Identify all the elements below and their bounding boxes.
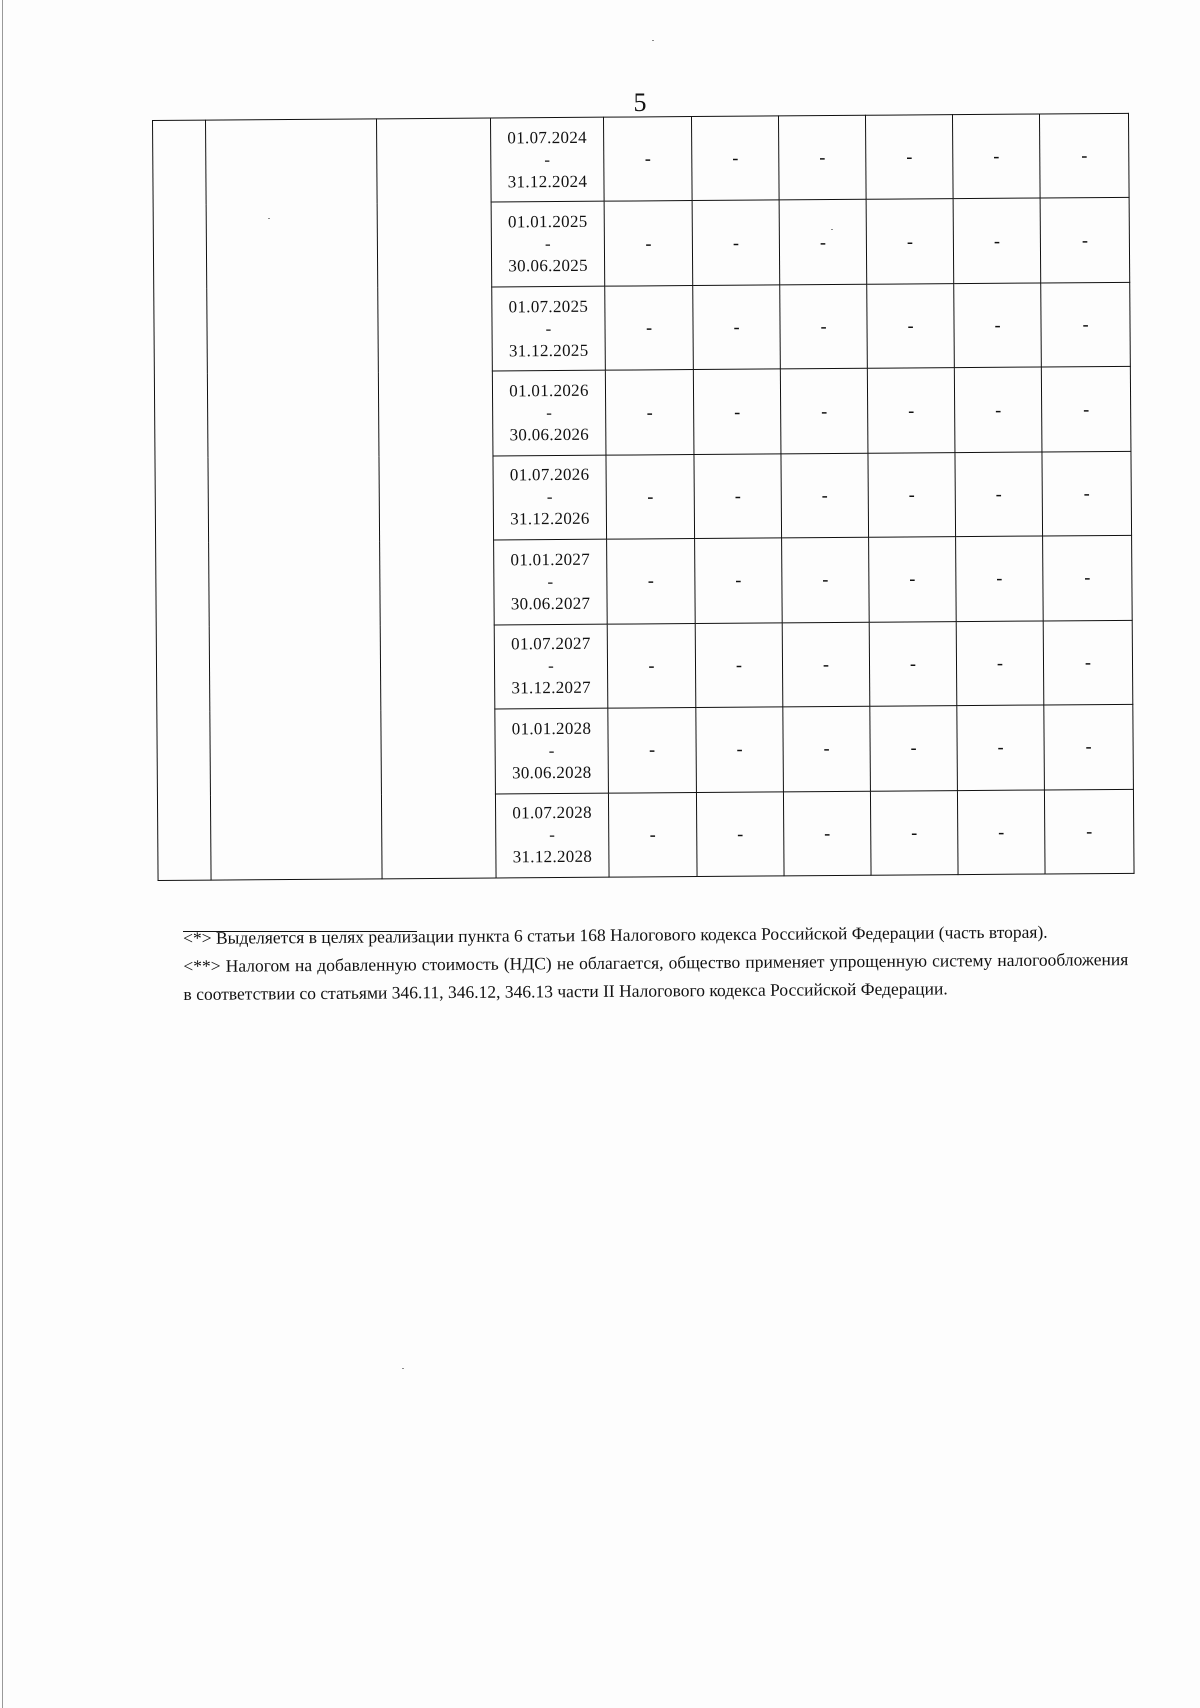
period-sep: - <box>546 403 553 423</box>
value-cell: - <box>780 369 868 454</box>
value-cell: - <box>783 791 871 876</box>
number-column-cell <box>153 120 212 880</box>
value-cell: - <box>1043 620 1133 705</box>
page-edge <box>2 0 3 1708</box>
value-cell: - <box>1042 451 1132 536</box>
table-row <box>153 113 1130 205</box>
value-cell: - <box>607 623 696 708</box>
period-start: 01.01.2025 <box>507 211 588 232</box>
value-cell: - <box>952 114 1040 199</box>
value-cell: - <box>694 454 782 539</box>
value-cell: - <box>867 368 955 453</box>
period-cell <box>490 117 604 202</box>
value-cell: - <box>695 538 783 623</box>
value-cell: - <box>1041 282 1131 367</box>
indicator-column-cell <box>376 118 496 879</box>
schedule-table-wrapper <box>152 113 1134 880</box>
value-cell: - <box>607 539 696 624</box>
period-start: 01.07.2024 <box>507 127 587 148</box>
period-sep: - <box>544 234 551 254</box>
value-cell: - <box>956 621 1044 706</box>
period-end: 31.12.2028 <box>512 847 593 867</box>
value-cell: - <box>608 708 697 793</box>
value-cell: - <box>1040 198 1130 283</box>
value-cell: - <box>1044 704 1134 789</box>
period-end: 30.06.2027 <box>510 593 591 614</box>
value-cell: - <box>870 706 958 791</box>
value-cell: - <box>604 201 693 286</box>
value-cell: - <box>957 705 1045 790</box>
schedule-table <box>152 113 1135 881</box>
value-cell: - <box>696 791 784 876</box>
period-start: 01.01.2028 <box>511 718 592 739</box>
value-cell: - <box>780 284 868 369</box>
period-start: 01.01.2026 <box>509 380 589 401</box>
value-cell: - <box>783 706 871 791</box>
value-cell: - <box>869 621 957 706</box>
period-cell <box>491 202 605 287</box>
value-cell: - <box>696 707 784 792</box>
footnotes <box>183 917 1129 1008</box>
period-cell <box>495 708 609 793</box>
period-sep: - <box>549 825 556 845</box>
period-end: 30.06.2025 <box>508 255 588 276</box>
period-start: 01.07.2028 <box>512 803 592 823</box>
value-cell: - <box>954 367 1042 452</box>
value-cell: - <box>692 200 780 285</box>
value-cell: - <box>605 370 694 455</box>
period-sep: - <box>546 487 553 507</box>
footnote-2: <**> Налогом на добавленную стоимость (НДС) не облагается, общество применяет упрощенную систему налогообложения в соответствии со статьями 346.11, 346.12, 346.13 части II Налогового кодекса Российской Федерации. <box>183 949 1129 1004</box>
period-end: 30.06.2028 <box>511 762 592 783</box>
value-cell: - <box>870 790 958 875</box>
value-cell: - <box>781 453 869 538</box>
period-cell <box>492 370 606 455</box>
period-start: 01.07.2025 <box>508 296 589 316</box>
period-end: 31.12.2027 <box>511 678 591 698</box>
scan-speck <box>831 229 833 230</box>
period-cell <box>495 793 609 878</box>
value-cell: - <box>693 285 781 370</box>
value-cell: - <box>693 369 781 454</box>
value-cell: - <box>865 115 953 200</box>
value-cell: - <box>954 283 1042 368</box>
period-start: 01.01.2027 <box>510 549 591 570</box>
value-cell: - <box>868 452 956 537</box>
scan-speck <box>652 40 654 41</box>
period-end: 31.12.2024 <box>507 171 588 192</box>
value-cell: - <box>1044 789 1134 874</box>
period-cell <box>493 455 607 540</box>
value-cell: - <box>782 622 870 707</box>
period-sep: - <box>548 740 555 760</box>
period-sep: - <box>544 149 551 169</box>
value-cell: - <box>782 537 870 622</box>
value-cell: - <box>955 452 1043 537</box>
period-start: 01.07.2027 <box>511 634 591 654</box>
value-cell: - <box>866 199 954 284</box>
value-cell: - <box>695 623 783 708</box>
value-cell: - <box>603 117 692 202</box>
page-number: 5 <box>633 88 647 117</box>
value-cell: - <box>957 789 1045 874</box>
period-sep: - <box>547 656 555 676</box>
value-cell: - <box>956 536 1044 621</box>
value-cell: - <box>778 115 866 200</box>
period-sep: - <box>545 318 552 338</box>
scan-speck <box>268 218 270 219</box>
value-cell: - <box>1043 536 1133 621</box>
value-cell: - <box>1041 367 1131 452</box>
period-cell <box>494 539 608 624</box>
period-cell <box>494 624 608 709</box>
period-cell <box>492 286 606 371</box>
period-end: 31.12.2025 <box>508 340 589 360</box>
value-cell: - <box>608 792 697 877</box>
period-sep: - <box>547 571 554 592</box>
footnote-1: <*> Выделяется в целях реализации пункта 6 статьи 168 Налогового кодекса Российской Федерации (часть вторая). <box>183 921 1048 948</box>
period-end: 31.12.2026 <box>510 509 590 529</box>
scan-speck <box>402 1368 404 1369</box>
value-cell: - <box>605 285 694 370</box>
period-end: 30.06.2026 <box>509 424 590 445</box>
name-column-cell <box>206 119 383 880</box>
value-cell: - <box>691 116 779 201</box>
value-cell: - <box>869 537 957 622</box>
value-cell: - <box>779 200 867 285</box>
value-cell: - <box>606 454 695 539</box>
value-cell: - <box>953 198 1041 283</box>
value-cell: - <box>1039 113 1129 198</box>
value-cell: - <box>867 284 955 369</box>
period-start: 01.07.2026 <box>509 465 590 485</box>
